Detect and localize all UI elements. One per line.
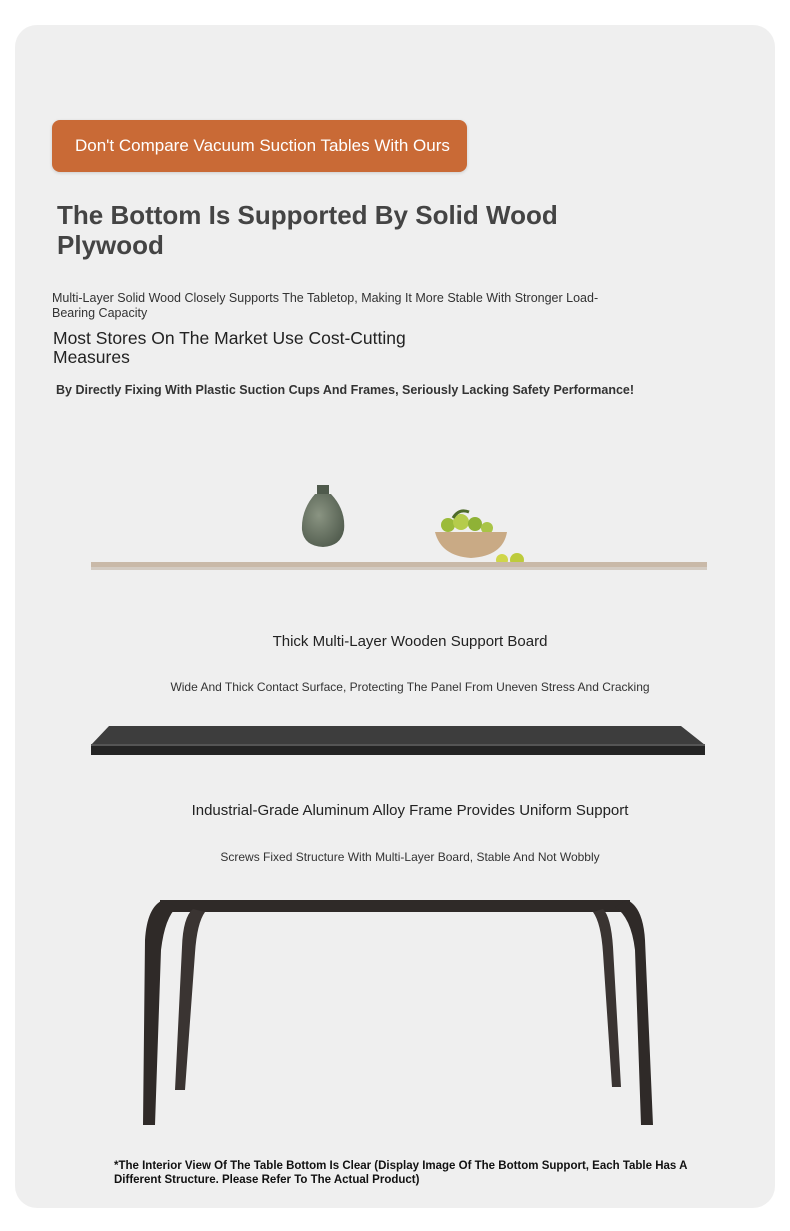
comparison-badge: Don't Compare Vacuum Suction Tables With Ours [52, 120, 467, 172]
frame-section-subtitle: Screws Fixed Structure With Multi-Layer Board, Stable And Not Wobbly [220, 850, 600, 864]
footnote: *The Interior View Of The Table Bottom Is Clear (Display Image Of The Bottom Support, Each Table Has A Different Structure. Please Refer To The Actual Product) [114, 1160, 687, 1186]
board-section-title: Thick Multi-Layer Wooden Support Board [272, 633, 548, 650]
comparison-detail: By Directly Fixing With Plastic Suction Cups And Frames, Seriously Lacking Safety Performance! [56, 383, 635, 397]
vase-icon [302, 485, 344, 547]
table-frame-image [15, 895, 775, 1130]
tabletop-edge [15, 562, 775, 576]
intro-description: Multi-Layer Solid Wood Closely Supports The Tabletop, Making It More Stable With Stronger Load-Bearing Capacity [52, 291, 599, 320]
tabletop-image [15, 470, 775, 565]
product-detail-card [15, 25, 775, 1208]
comparison-heading: Most Stores On The Market Use Cost-Cutting Measures [53, 328, 406, 367]
fruit-bowl-icon [435, 511, 524, 565]
page-headline: The Bottom Is Supported By Solid Wood Plywood [57, 200, 558, 260]
board-section-subtitle: Wide And Thick Contact Surface, Protecting The Panel From Uneven Stress And Cracking [170, 680, 650, 694]
support-board-image [15, 723, 775, 763]
frame-section-title: Industrial-Grade Aluminum Alloy Frame Provides Uniform Support [191, 802, 629, 819]
